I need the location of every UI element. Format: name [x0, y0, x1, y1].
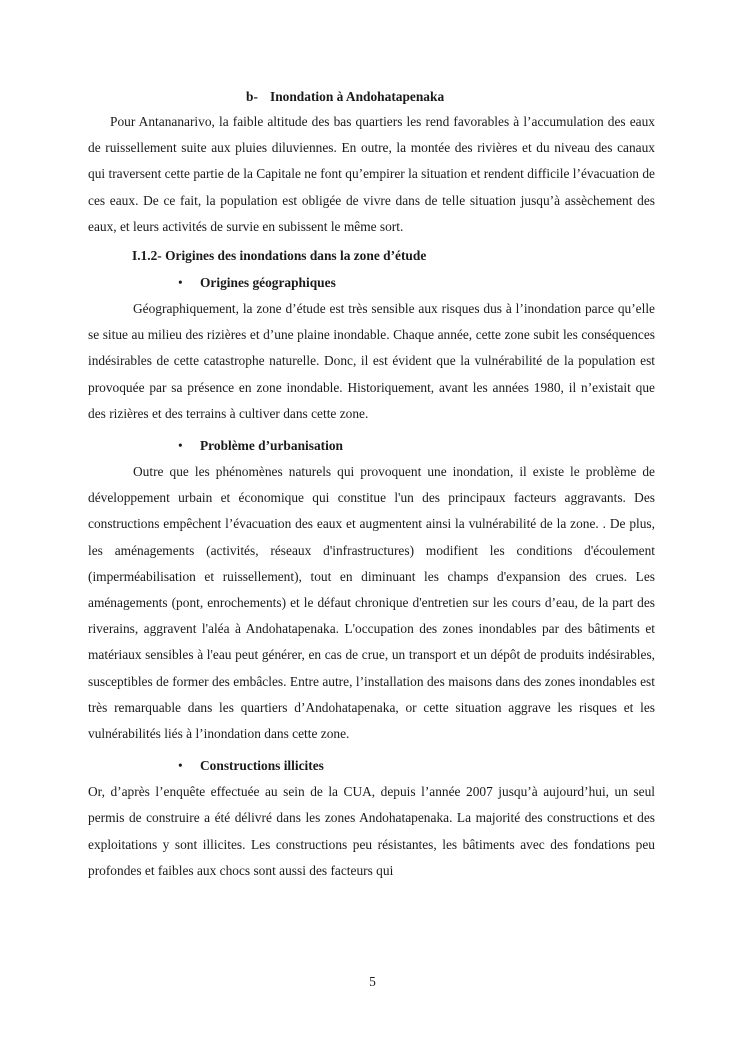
paragraph-urbanisation: Outre que les phénomènes naturels qui provoquent une inondation, il existe le problème de développement urbain et économique qui constitue l'un des principaux facteurs aggravants. Des constructions empêchent l’évacuation des eaux et augmentent ainsi la vulnérabilité de la zone. . De plus, les aménagements (activités, réseaux d'infrastructures) modifient les conditions d'écoulement (imperméabilisation et ruissellement), tout en diminuant les champs d'expansion des crues. Les aménagements (pont, enrochements) et le défaut chronique d'entretien sur les cours d’eau, de la part des riverains, aggravent l'aléa à Andohatapenaka. L'occupation des zones inondables par des bâtiments et matériaux sensibles à l'eau peut générer, en cas de crue, un transport et un dépôt de produits indésirables, susceptibles de former des embâcles. Entre autre, l’installation des maisons dans des zones inondables est très remarquable dans les quartiers d’Andohatapenaka, or cette situation aggrave les risques et les vulnérabilités liés à l’inondation dans cette zone.	[88, 464, 655, 742]
section-heading: I.1.2- Origines des inondations dans la zone d’étude	[132, 248, 427, 264]
bullet-geographic-title: Origines géographiques	[200, 275, 336, 291]
bullet-dot-icon: •	[178, 275, 183, 291]
page-number: 5	[369, 974, 376, 989]
paragraph-intro: Pour Antananarivo, la faible altitude des bas quartiers les rend favorables à l’accumulation des eaux de ruissellement suite aux pluies diluviennes. En outre, la montée des rivières et du niveau des canaux qui traversent cette partie de la Capitale ne font qu’empirer la situation et rendent difficile l’évacuation de ces eaux. De ce fait, la population est obligée de vivre dans de telle situation jusqu’à assèchement des eaux, et leurs activités de survie en subissent le même sort.	[88, 114, 655, 234]
bullet-urbanisation	[88, 433, 655, 459]
bullet-geographic	[88, 270, 655, 296]
bullet-illicit	[88, 753, 655, 779]
bullet-urbanisation-title: Problème d’urbanisation	[200, 438, 343, 454]
bullet-dot-icon: •	[178, 438, 183, 454]
bullet-dot-icon: •	[178, 758, 183, 774]
paragraph-geographic: Géographiquement, la zone d’étude est très sensible aux risques dus à l’inondation parce qu’elle se situe au milieu des rizières et d’une plaine inondable. Chaque année, cette zone subit les conséquences indésirables de cette catastrophe naturelle. Donc, il est évident que la vulnérabilité de la population est provoquée par sa présence en zone inondable. Historiquement, avant les années 1980, il n’existait que des rizières et des terrains à cultiver dans cette zone.	[88, 301, 655, 421]
subsection-heading	[88, 85, 655, 109]
bullet-illicit-title: Constructions illicites	[200, 758, 324, 774]
subsection-marker: b-	[246, 89, 258, 104]
document-page	[88, 85, 655, 884]
subsection-title: Inondation à Andohatapenaka	[270, 89, 445, 104]
paragraph-illicit: Or, d’après l’enquête effectuée au sein de la CUA, depuis l’année 2007 jusqu’à aujourd’hui, un seul permis de construire a été délivré dans les zones Andohatapenaka. La majorité des constructions et des exploitations y sont illicites. Les constructions peu résistantes, les bâtiments avec des fondations peu profondes et faibles aux chocs sont aussi des facteurs qui	[88, 784, 655, 878]
